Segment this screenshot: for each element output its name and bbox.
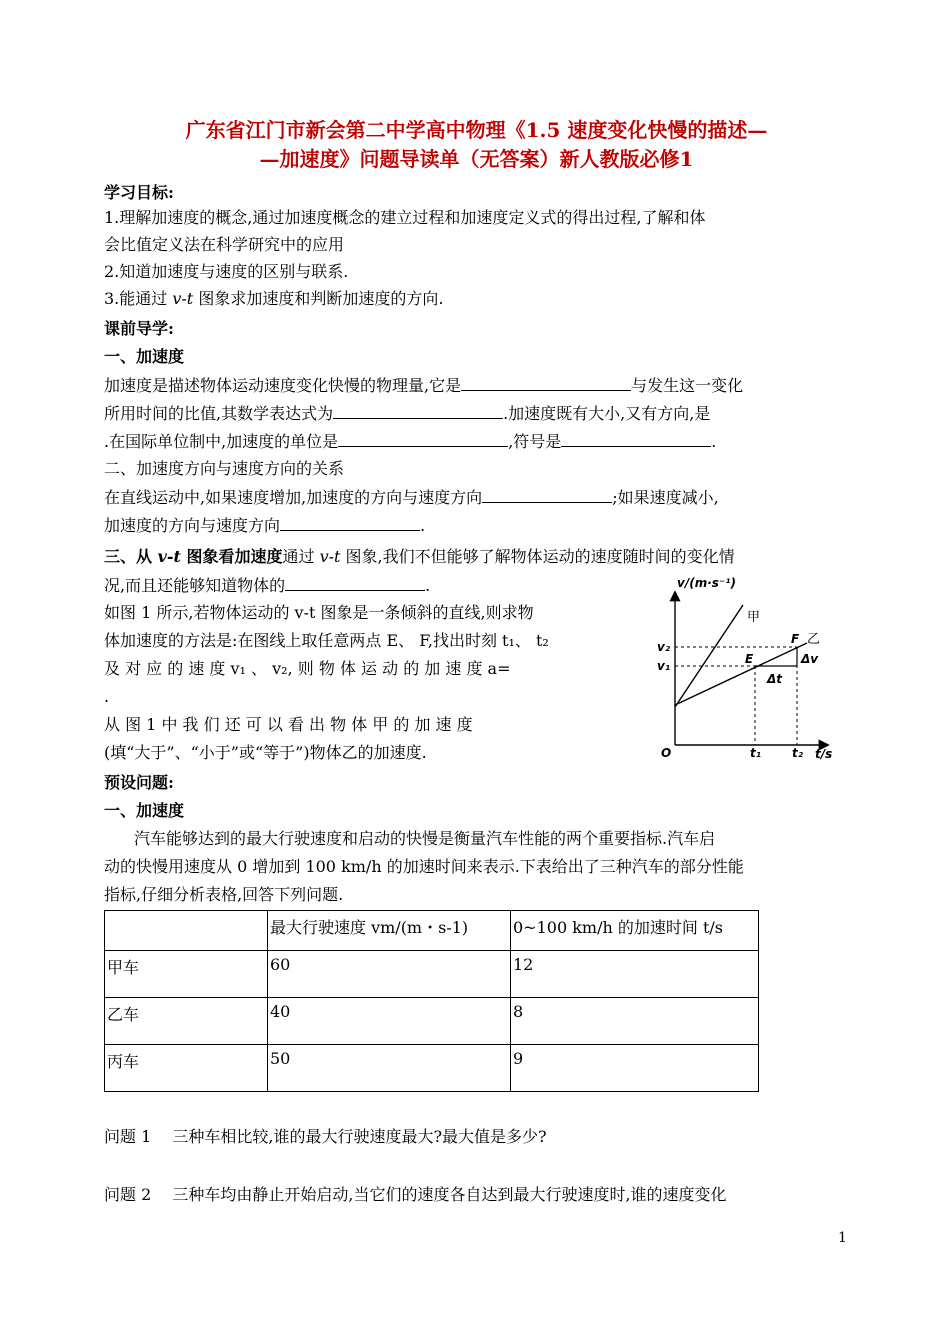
para-2a: 所用时间的比值,其数学表达式为 xyxy=(104,404,334,423)
fill-blank[interactable] xyxy=(482,486,612,503)
title-line-2: —加速度》问题导读单（无答案）新人教版必修1 xyxy=(259,147,694,171)
table-row xyxy=(105,951,759,998)
v1-label: v₁ xyxy=(657,659,671,673)
goal-3-post: 图象求加速度和判断加速度的方向. xyxy=(193,289,444,308)
delta-v-label: Δv xyxy=(801,652,819,666)
section-3-heading-a: 三、从 xyxy=(104,547,158,566)
para-16: 指标,仔细分析表格,回答下列问题. xyxy=(104,885,344,904)
para-2b: .加速度既有大小,又有方向,是 xyxy=(503,404,711,423)
para-1b: 与发生这一变化 xyxy=(631,376,744,395)
para-10: 及 对 应 的 速 度 v₁ 、 v₂, 则 物 体 运 动 的 加 速 度 a= xyxy=(104,659,511,678)
preset-heading: 预设问题: xyxy=(104,773,174,792)
pre-heading: 课前导学: xyxy=(104,319,174,338)
para-5a: 加速度的方向与速度方向 xyxy=(104,516,281,535)
para-1a: 加速度是描述物体运动速度变化快慢的物理量,它是 xyxy=(104,376,462,395)
fill-blank[interactable] xyxy=(461,374,631,391)
goal-2: 2.知道加速度与速度的区别与联系. xyxy=(104,262,349,281)
para-1 xyxy=(104,374,743,397)
line-yi-label: 乙 xyxy=(807,632,821,647)
title-line-1: 广东省江门市新会第二中学高中物理《1.5 速度变化快慢的描述— xyxy=(185,118,768,142)
t1-label: t₁ xyxy=(750,746,761,760)
para-13: (填“大于”、“小于”或“等于”)物体乙的加速度. xyxy=(104,743,427,762)
fill-blank[interactable] xyxy=(333,402,503,419)
goals-heading: 学习目标: xyxy=(104,183,174,202)
table-cell: 丙车 xyxy=(105,1045,268,1092)
para-2 xyxy=(104,402,710,425)
para-14: 汽车能够达到的最大行驶速度和启动的快慢是衡量汽车性能的两个重要指标.汽车启 xyxy=(134,829,716,848)
table-header-row xyxy=(105,911,759,951)
table-cell: 12 xyxy=(511,951,759,998)
para-7a: 况,而且还能够知道物体的 xyxy=(104,576,286,595)
para-5b: . xyxy=(420,516,426,535)
goal-3 xyxy=(104,288,443,310)
table-header-cell: 0~100 km/h 的加速时间 t/s xyxy=(511,911,759,951)
table-header-cell xyxy=(105,911,268,951)
car-performance-table xyxy=(104,910,759,1092)
para-5 xyxy=(104,514,425,537)
para-6-vt: v-t xyxy=(319,547,341,566)
para-7b: . xyxy=(425,576,431,595)
goal-3-pre: 3.能通过 xyxy=(104,289,173,308)
section-1-heading: 一、加速度 xyxy=(104,347,185,366)
line-jia xyxy=(675,605,743,707)
para-7 xyxy=(104,574,430,597)
question-2: 问题 2 三种车均由静止开始启动,当它们的速度各自达到最大行驶速度时,谁的速度变化 xyxy=(104,1185,727,1204)
para-3a: .在国际单位制中,加速度的单位是 xyxy=(104,432,339,451)
para-3b: ,符号是 xyxy=(508,432,562,451)
table-row xyxy=(105,1045,759,1092)
para-6b: 图象,我们不但能够了解物体运动的速度随时间的变化情 xyxy=(340,547,735,566)
para-12: 从 图 1 中 我 们 还 可 以 看 出 物 体 甲 的 加 速 度 xyxy=(104,715,473,734)
table-cell: 8 xyxy=(511,998,759,1045)
goal-1b: 会比值定义法在科学研究中的应用 xyxy=(104,235,345,254)
table-row xyxy=(105,998,759,1045)
x-axis-label: t/s xyxy=(815,747,833,760)
fill-blank[interactable] xyxy=(285,574,425,591)
question-1: 问题 1 三种车相比较,谁的最大行驶速度最大?最大值是多少? xyxy=(104,1127,547,1146)
para-15: 动的快慢用速度从 0 增加到 100 km/h 的加速时间来表示.下表给出了三种汽车的部分性能 xyxy=(104,857,744,876)
section-3-heading-b: 图象看加速度 xyxy=(180,547,283,566)
v2-label: v₂ xyxy=(657,640,671,654)
delta-t-label: Δt xyxy=(767,672,783,686)
table-header-cell: 最大行驶速度 vm/(m・s-1) xyxy=(268,911,511,951)
table-cell: 50 xyxy=(268,1045,511,1092)
vt-graph-figure xyxy=(655,575,840,760)
table-cell: 乙车 xyxy=(105,998,268,1045)
para-6 xyxy=(104,546,735,568)
table-cell: 9 xyxy=(511,1045,759,1092)
line-jia-label: 甲 xyxy=(747,610,761,625)
para-6a: 通过 xyxy=(282,547,320,566)
point-f-label: F xyxy=(791,632,800,646)
fill-blank[interactable] xyxy=(338,430,508,447)
para-3c: . xyxy=(711,432,717,451)
para-8: 如图 1 所示,若物体运动的 v-t 图象是一条倾斜的直线,则求物 xyxy=(104,603,534,622)
table-cell: 甲车 xyxy=(105,951,268,998)
section-3-vt: v-t xyxy=(157,547,181,566)
point-e-label: E xyxy=(745,652,754,666)
t2-label: t₂ xyxy=(792,746,803,760)
page-number: 1 xyxy=(838,1230,847,1246)
para-9: 体加速度的方法是:在图线上取任意两点 E、 F,找出时刻 t₁、 t₂ xyxy=(104,631,549,650)
goal-1a: 1.理解加速度的概念,通过加速度概念的建立过程和加速度定义式的得出过程,了解和体 xyxy=(104,208,706,227)
para-4a: 在直线运动中,如果速度增加,加速度的方向与速度方向 xyxy=(104,488,483,507)
table-cell: 40 xyxy=(268,998,511,1045)
section-2-heading: 二、加速度方向与速度方向的关系 xyxy=(104,459,345,478)
y-axis-label: v/(m·s⁻¹) xyxy=(677,576,736,590)
fill-blank[interactable] xyxy=(561,430,711,447)
para-11: . xyxy=(104,687,110,706)
origin-label: O xyxy=(661,746,672,760)
goal-3-vt: v-t xyxy=(172,289,194,308)
fill-blank[interactable] xyxy=(280,514,420,531)
para-4b: ;如果速度减小, xyxy=(612,488,719,507)
para-4 xyxy=(104,486,719,509)
table-cell: 60 xyxy=(268,951,511,998)
line-yi xyxy=(675,643,807,705)
section-4-heading: 一、加速度 xyxy=(104,801,185,820)
para-3 xyxy=(104,430,716,453)
